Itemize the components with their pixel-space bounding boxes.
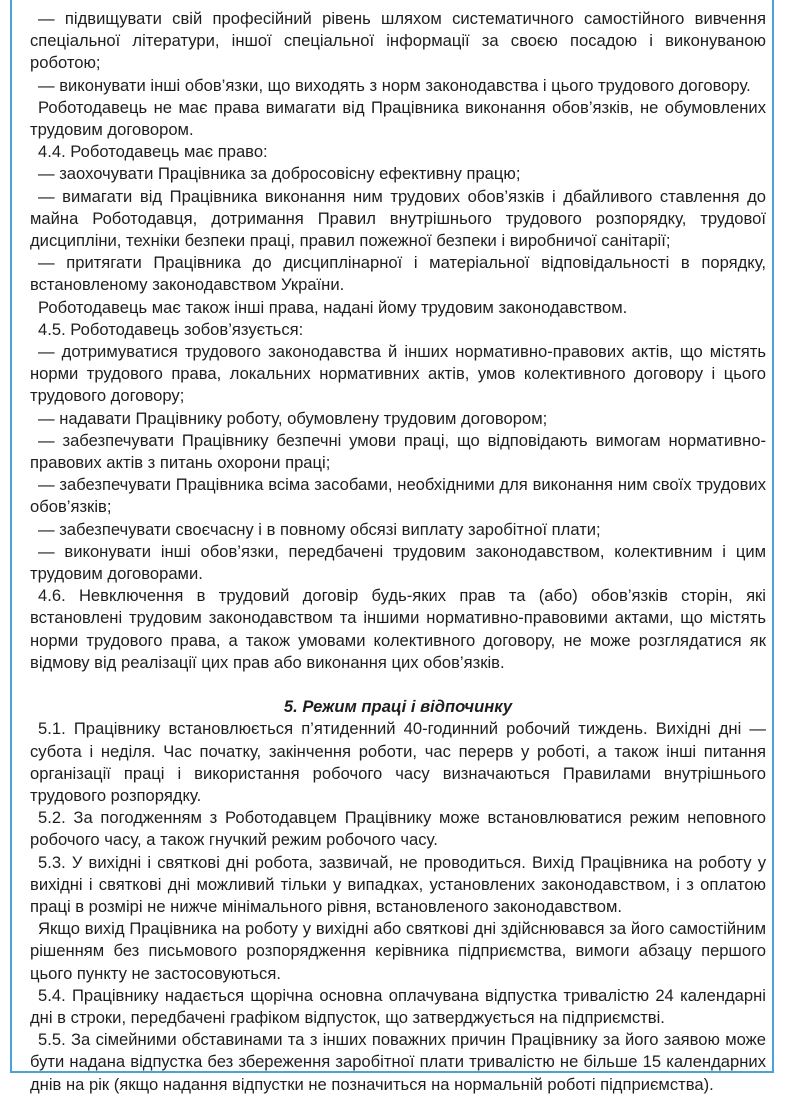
paragraph: Якщо вихід Працівника на роботу у вихідні або святкові дні здійснювався за його самостійним рішенням без письмового розпорядження керівника підприємства, вимоги абзацу першого цього пункту не застосовуються. xyxy=(30,919,766,983)
paragraph: 5.5. За сімейними обставинами та з інших поважних причин Працівнику за його заявою може бути надана відпустка без збереження заробітної плати тривалістю не більше 15 календарних днів на рік (якщо надання відпустки не позначиться на нормальній роботі підприємства). xyxy=(30,1030,766,1094)
paragraph: — надавати Працівнику роботу, обумовлену трудовим договором; xyxy=(38,408,548,428)
paragraph: — забезпечувати Працівника всіма засобами, необхідними для виконання ним своїх трудових обов’язків; xyxy=(30,475,766,517)
paragraph: 4.4. Роботодавець має право: xyxy=(38,142,268,162)
paragraph: 5.4. Працівнику надається щорічна основна оплачувана відпустка тривалістю 24 календарні дні в строки, передбачені графіком відпусток, що затверджується на підприємстві. xyxy=(30,985,766,1027)
paragraph: — підвищувати свій професійний рівень шляхом систематичного самостійного вивчення спеціальної літератури, іншої спеціальної інформації за своєю посадою і виконуваною роботою; xyxy=(30,9,766,73)
paragraph: Роботодавець не має права вимагати від Працівника виконання обов’язків, не обумовлених трудовим договором. xyxy=(30,97,766,140)
paragraph: — виконувати інші обов’язки, передбачені трудовим законодавством, колективним і цим трудовим договорами. xyxy=(30,541,766,584)
paragraph: 4.6. Невключення в трудовий договір будь-яких прав та (або) обов’язків сторін, які встановлені трудовим законодавством та іншими нормативно-правовими актами, що містять норми трудового права, а також умовами колективного договору, не може розглядатися як відмову від реалізації цих прав або виконання цих обов’язків. xyxy=(30,586,766,672)
paragraph: — виконувати інші обов’язки, що виходять з норм законодавства і цього трудового договору. xyxy=(38,75,751,95)
paragraph: — дотримуватися трудового законодавства й інших нормативно-правових актів, що містять норми трудового права, локальних нормативних актів, умов колективного договору і цього трудового договору; xyxy=(30,342,766,406)
section-gap xyxy=(30,674,766,696)
paragraph: — забезпечувати Працівнику безпечні умови праці, що відповідають вимогам нормативно-правових актів з питань охорони праці; xyxy=(30,430,766,473)
paragraph: 5.3. У вихідні і святкові дні робота, зазвичай, не проводиться. Вихід Працівника на роботу у вихідні і святкові дні можливий тільки у випадках, установлених законодавством, і з оплатою праці в розмірі не нижче мінімального рівня, встановленого законодавством. xyxy=(30,852,766,916)
document-body xyxy=(30,8,766,1096)
paragraph: — вимагати від Працівника виконання ним трудових обов’язків і дбайливого ставлення до майна Роботодавця, дотримання Правил внутрішнього трудового розпорядку, трудової дисципліни, техніки безпеки праці, правил пожежної безпеки і виробничої санітарії; xyxy=(30,186,766,251)
paragraph: 5.1. Працівнику встановлюється п’ятиденний 40-годинний робочий тиждень. Вихідні дні — субота і неділя. Час початку, закінчення роботи, час перерв у роботі, а також інші питання організації праці і використання робочого часу визначаються Правилами внутрішнього трудового розпорядку. xyxy=(30,719,766,805)
paragraph: — забезпечувати своєчасну і в повному обсязі виплату заробітної плати; xyxy=(38,519,601,539)
paragraph: 5.2. За погодженням з Роботодавцем Працівнику може встановлюватися режим неповного робочого часу, а також гнучкий режим робочого часу. xyxy=(30,808,766,850)
section-heading: 5. Режим праці і відпочинку xyxy=(283,697,513,717)
paragraph: — притягати Працівника до дисциплінарної і матеріальної відповідальності в порядку, встановленому законодавством України. xyxy=(30,253,766,295)
paragraph: 4.5. Роботодавець зобов’язується: xyxy=(38,319,304,339)
paragraph: — заохочувати Працівника за добросовісну ефективну працю; xyxy=(38,164,521,184)
paragraph: Роботодавець має також інші права, надані йому трудовим законодавством. xyxy=(38,297,628,317)
